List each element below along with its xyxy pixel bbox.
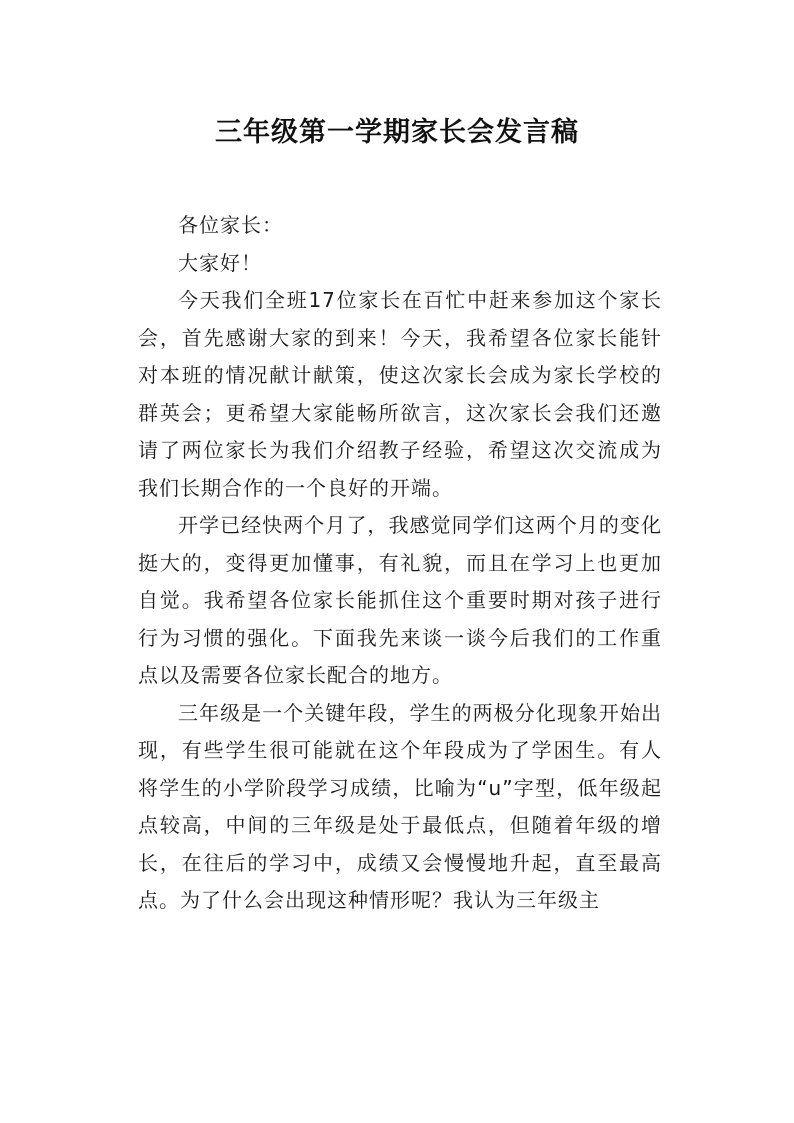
paragraph-salutation: 各位家长： — [178, 213, 283, 237]
document-body — [138, 207, 662, 920]
paragraph-welcome: 今天我们全班17位家长在百忙中赶来参加这个家长会，首先感谢大家的到来！今天，我希望各位家长能针对本班的情况献计献策，使这次家长会成为家长学校的群英会；更希望大家能畅所欲言，这次家长会我们还邀请了两位家长为我们介绍教子经验，希望这次交流成为我们长期合作的一个良好的开端。 — [138, 288, 662, 500]
paragraph-progress: 开学已经快两个月了，我感觉同学们这两个月的变化挺大的，变得更加懂事，有礼貌，而且在学习上也更加自觉。我希望各位家长能抓住这个重要时期对孩子进行行为习惯的强化。下面我先来谈一谈今后我们的工作重点以及需要各位家长配合的地方。 — [138, 513, 662, 687]
paragraph-grade-three: 三年级是一个关键年段，学生的两极分化现象开始出现，有些学生很可能就在这个年段成为了学困生。有人将学生的小学阶段学习成绩，比喻为“u”字型，低年级起点较高，中间的三年级是处于最低点，但随着年级的增长，在往后的学习中，成绩又会慢慢地升起，直至最高点。为了什么会出现这种情形呢？我认为三年级主 — [138, 700, 662, 912]
document-title: 三年级第一学期家长会发言稿 — [215, 117, 579, 148]
paragraph-greeting: 大家好！ — [178, 250, 262, 275]
